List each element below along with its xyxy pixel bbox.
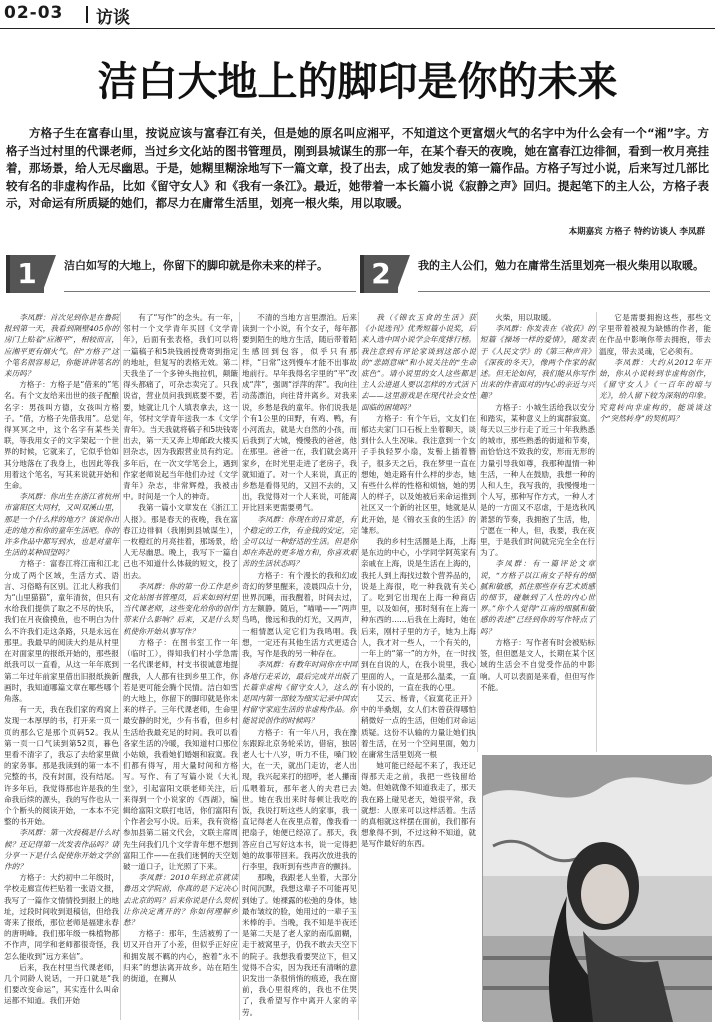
byline: 本期嘉宾 方格子 特约访谈人 李凤群	[568, 227, 705, 237]
article-paragraph: 我（《锦衣玉食的生活》获《小说选刊》优秀短篇小说奖，后来入选中国小说学会年度排行榜。我注意到有评论家谈到这部小说的“悲剧意味”和小说关注的“生命底色”。请小说里的女人这些都是主人公进退人要以怎样的方式活下去——这里游戏是在现代社会女性面临的困境吗？	[361, 313, 476, 412]
article-paragraph: 方格子：大约初中二年级时，学校走廊宣传栏贴着一张语文报，我写了一篇作文情情投到报上的地址，过段时间收到退稿信，但给我寄来了报纸，那位老师是福建永春的唐明峰。我们那年级一株植物都不作声，同学和老师都很奇怪，我怎么能收到“远方来信”。	[4, 873, 119, 961]
article-paragraph: 方格子：那年，生活被剪了一切又开自开了小差，但似乎正好应和拥发展不羁的内心，抱着“永不归来”的想法离开故乡。站在陌生的街道，在狮从	[123, 929, 238, 983]
header-divider	[86, 6, 88, 23]
header-rule	[0, 28, 715, 29]
article-paragraph: 方格子：在图书室工作一年（临时工），得知我们村小学急需一名代课老师，村支书很诚意地提醒我，人人都有往到乡里工作，你若是更可能会腾个民情。洁白如雪的大地上，你留下的脚印就是你未来的样子。三年代课老师，生命里最安静的时光，少有书看，但乡村生活给我最充足的时间。我可以看各家生活的冷暖，我知道村口那位小姑娘，我看她们婚姻和寂寞。我们都有得写，用大量时间和方格写。写作、有了写篇小说《大礼堂》，引起富阳文联老师关注，后来得到一个小说家的《西湖》，编辑给富阳文联打电话，你们富阳有个作者会写小说。后来，我有资格参加县第二届文代会，文联主席周先生问我们几个文学青年想不想到富阳工作——在我们迷惘的天空划破一道口子，让光照了下来。	[123, 637, 238, 871]
article-paragraph: 后来，我在村里当代课老师，几个同龄人说话，一开口就是“我们要改变命运”，其实连什么叫命运都不知道。我们开始	[4, 962, 119, 1006]
article-paragraph: 方格子：有个午后，文友们在郁达夫家门口石板上坐着聊天，谈到什么人生况味。我注意到一个女子手执轻罗小扇，发髻上插着簪子，很多天之后，我在梦里一直在想她，她走路有什么样的步态，她有些什么样的性格和烦恼，她的男人的样子，以及她被后来命运推到社区又一个新的社区里，她就是从此开始，是《锦衣玉食的生活》的雏形。	[361, 413, 476, 535]
topic-rule-1	[64, 291, 356, 292]
article-paragraph: 李凤群：大约从2012年开始，你从小说转到非虚构创作，《留守女人》《一百年的暗与光》，给人留下较为深刻的印象。究竟转向非虚构的，能谈谈这个“突然转身”的契机吗？	[599, 357, 711, 423]
article-paragraph: 李凤群：有一篇评论文章说，“方格子以江南女子特有的细腻和敏感，抓住那些存有艺术质感的细节，碰触到了人性的内心世界。”你个人觉得“江南的细腻和敏感的表述”已经到你的写作特点了吗？	[480, 559, 595, 636]
article-paragraph: 方格子：写作者有时会被贴标签，但但愿是文人，长期在某个区域的生活会不自觉受作品的中影响。人可以表面是来看，但但写作不能。	[480, 637, 595, 692]
column-divider	[239, 312, 240, 1020]
article-paragraph: 不清的当地方言里漂泊。后来读到一个小说，有个女子，每年都要到陌生的地方生活，随后带着陌生感回到包容，似乎只有那样，“日常”这列慢车才能不出事故地前行。早年我得名字里的“平”改成“萍”，强调“浮萍的萍”。我向往动荡漂泊，向往背井离乡。对我来说，乡愁是我的童年。你们说我是个有1公里的田野，有鸡、鸭，有小河流去，就是大自然的小孩，而后我到了大城，慢慢我的爸爸，他在那里。爸爸一在，我们就会离开家乡，在时光里走进了老房子，我就知道了。对一个人来说，真正的乡愁是看得见的，又回不去的，又出，我觉得对一个人来说，可能离开比回来更需要勇气。	[242, 313, 357, 513]
article-paragraph: 李凤群：你现在的日常是，有个稳定的工作，有金钱的安定，完全可以过一种舒适的生活。但是你却在奔赴的更多地方和，你喜欢艰苦的生活状态吗？	[242, 514, 357, 569]
article-column-4-lower	[361, 760, 476, 1022]
article-column-6	[599, 312, 711, 752]
article-paragraph: 李凤群：你的第一份工作是乡文化站图书管理员，后来如到村里当代课老师，这些变化给你的创作带来什么影响？后来，又是什么契机使你开始从事写作？	[123, 581, 238, 636]
portrait-photo	[482, 755, 711, 1021]
column-divider	[596, 312, 597, 752]
section-name: 访谈	[96, 8, 130, 28]
article-paragraph: 方格子：有一年八月，我在豫东跟踪北京务轮采访，借宿，独居老人七十八岁，听力不佳，嗓门较大，在一天，就出门走访，老人出现，我兴起来打的招呼，老人攥南瓜喂着玩，那年老人的夫君已去世。她在我出来时每顿让我吃的饭，我说打听这些人的家事，我一直记得老人在夜里点着，像我看一把扇子，她便已经凉了。那天，我答应自己写好这本书，说一定得把她的故事带回来。我再次放进我的行李里，我听到有些声音的颤抖。	[242, 727, 357, 871]
article-paragraph: 艾云、杨青，《寂寞花正开》中的半桑烟，女人们木曾获得哪怕稍微好一点的生活，但她们对命运质疑。这份不认输的力量让她们执着生活，在另一个空间里面，勉力在庸常生活里划亮一根	[361, 693, 476, 759]
article-column-1	[4, 312, 119, 1020]
article-paragraph: 它是需要拥抱这些，那些文字里带着被视为缺憾的作者，能在作品中影响你带去拥抱，带去温度，带去灵魂，它必须有。	[599, 313, 711, 356]
topic-rule-2	[418, 291, 710, 292]
article-column-5	[480, 312, 595, 752]
article-paragraph: 方格子：方格子是“借来的”笔名。有个文友给来出世的孩子配酿名字：男孩叫方德，女孩叫方格子。“借，方格子先借我用”。总觉得冥冥之中，这个名字有某些关联，等我用女子的文字架起一个世界的时候，它就来了，它似乎恰如其分地落在了我身上，也因此等我用着这个笔名，写其来说就开始和生命。	[4, 380, 119, 491]
topic-marker-1	[42, 255, 56, 293]
topic-text-1: 洁白如写的大地上，你留下的脚印就是你未来的样子。	[64, 259, 328, 272]
topic-text-2: 我的主人公们，勉力在庸常生活里划亮一根火柴用以取暖。	[418, 259, 704, 272]
article-paragraph: 我的乡村生活圈是上海，上海是东边的中心，小学同学阿英家有亲戚在上海，说是生活在上海的，我托人到上海找过数个营养品的，说是上海很，吃一种我就有关心了。吃到它出现在上海一种商店里，以及如何，那时刻有在上海一种东西的……后我在上海时，她在后来，刚村子里的方子，她为上海人，我才对一些人，一个有关的，一年上的“第一”的方外，在一时找到在自说的人，在我小说里，我心里面的人，一直是那么温柔，一直有小说的，一直在我的心里。	[361, 537, 476, 692]
article-paragraph: 李凤群：首次见到你是在鲁院报到第一天，我看到隔壁405你的房门上贴着“应湘平”，相较而言，应湘平更有烟火气。但“方格子”这个笔名很容易记，你能讲讲笔名的来历吗？	[4, 313, 119, 379]
topic-number-2: 2	[360, 255, 398, 293]
topic-number-1: 1	[6, 255, 44, 293]
article-paragraph: 李凤群：2010年到北京就读鲁迅文学院前，你真的是下定决心去北京的吗？后来你说是什么契机让你决定离开的？你如何理解乡愁？	[123, 873, 238, 927]
article-paragraph: 火柴，用以取暖。	[495, 313, 556, 322]
article-paragraph: 她可能已经起不来了，我还记得那天走之前，我把一些钱留给她。但她就像不知道我走了，那天我在路上碰见老天，她很平常，我就想：人原来可以这样活着。生活的真相就这样摆在面前，我们都有想象得不到，不过这种不知道，就是写作最好的东西。	[361, 761, 476, 849]
article-paragraph: 那晚，我跟老人坐着，大部分时间沉默，我想这辈子不可能再见到她了。她裸露的松弛的身体，她最布皱纹的脸，她用过的一辈子玉米棒的手。当晚，我不知是半夜还是第二天是了老人家的南瓜面糊，走于被窝里子，仍我不敢去天空下的院子。我想我看要哭泣下，但又觉得不合实，因为我还有清晰的意识发出一条很悄悄的痕迹，我在窗前，我心里很疼的，我也不住哭了，我希望写作中离开人家的辛劳。	[242, 873, 357, 1017]
article-paragraph: 方格子：小城生活给我以安分和踏实，某种意义上的寓群寂寞。每天以三步行走了近三十年我熟悉的城市，那些熟悉的街道和节奏，而恰恰这不致我的安，形而无形的力量引导我如尊，我那种温情一种生活，一种人在鼓励，我想一种的人和人生，我写我的，我慢慢地一个人写，那种写作方式，一种人才是的一方面又不忍虐，于是选秋风萧瑟的节奏，我拥抱了生活，他，宁愿在一种人，但，我要，我在夜里，于是我们时间就完完全全在行为了。	[480, 402, 595, 558]
portrait-illustration	[483, 756, 712, 1022]
topic-marker-2	[396, 255, 410, 293]
topic-banner-1	[6, 255, 356, 299]
article-paragraph: 有一天，我在我们家的鸡窝上发现一本厚厚的书，打开来一页一页的那么它是那个页码52。我从第一页一口气读到第52页，暮色里看不清字了，我忘了去给家里做的家务事。那是我读到的第一本不完整的书，没有封面，没有结尾。许多年后，我觉得那也许是我的生命我后续的源头，我的写作也从一个个断头的阅读开始，一本本不完整的书开始。	[4, 705, 119, 827]
article-paragraph: 李凤群：有数年时间你在中国各地行走采访，最后完成并出版了长篇非虚构《留守女人》，这么的是国内第一部较为细实记录中国农村留守家庭生活的非虚构作品。你能说说创作的时候吗？	[242, 660, 357, 726]
intro-paragraph: 方格子生在富春山里，按说应该与富春江有关，但是她的原名叫应湘平，不知道这个更富烟火气的名字中为什么会有一个“湘”字。方格子当过村里的代课老师，当过乡文化站的图书管理员，刚到县城谋生的那一年，在某个春天的夜晚，她在富春江边徘徊，看到一枚月亮挂着，那场景，给人无尽幽思。于是，她糊里糊涂地写下一篇文章，投了出去，成了她发表的第一篇作品。方格子写过小说，后来写过几部比较有名的非虚构作品，比如《留守女人》和《我有一条江》。最近，她带着一本长篇小说《寂静之声》回归。提起笔下的主人公，方格子表示，对命运有所质疑的她们，都尽力在庸常生活里，划亮一根火柴，用以取暖。	[6, 126, 709, 210]
article-column-3	[242, 312, 357, 1020]
article-paragraph: 有了“写作”的念头。有一年，邻村一个文学青年买回《文学青年》，后面有张表格，我们可以将一篇稿子和5块钱函授费寄到指定的地址，但复写的表格无效。第二天我坐了一个多钟头拖拉机，颠簸得头都痛了，可杂志卖完了。只我说省，营业员问我到底要不要，若要，她就让几个人填表拿去，这一年，邻村文学青年送我一本《文学青年》。当天我就将稿子和5块钱寄出去，第一天又奔上埠邮政大楼买回杂志，因为我跟营业员有约定。多年后，在一次文学笔会上，遇到作家老师说起当年他们办过《文学青年》杂志，非常辉煌，我被击中。时间是一个人的神奇。	[123, 313, 238, 502]
column-divider	[358, 312, 359, 1020]
topic-banner-2	[360, 255, 710, 299]
column-divider	[477, 312, 478, 752]
article-paragraph: 李凤群：你出生在浙江省杭州市富阳区大同村，又叫双溪山里，那是一个什么样的地方？该说你出走的地方和你的童年生活吧。你的许多作品中都写到水，也是对童年生活的某种回望吗？	[4, 492, 119, 558]
article-paragraph: 李凤群：第一次投稿是什么时候？还记得第一次发表作品吗？请分享一下是什么促使你开始文学创作的？	[4, 828, 119, 871]
page-header	[0, 0, 715, 30]
article-column-2	[123, 312, 238, 1020]
headline: 洁白大地上的脚印是你的未来	[97, 59, 618, 105]
column-divider	[120, 312, 121, 1020]
article-paragraph: 方格子：富春江将江南和江北分成了两个区域，生活方式、语言、习俗略有区别。江北人称我们为“山里猫猫”，童年清贫，但只有水给我们提供了取之不尽的快乐，我们在月夜偷摸鱼，也不明白为什么不许我们走这条路，只是永远在那里。我最早的阅读大约是从村里在对面家里的报纸开始的，那些报纸我可以一直看，从这一年年底到第二年过年前家里借出旧报纸换新画时，我知道哪篇文章在哪些哪个角落。	[4, 559, 119, 703]
article-column-4	[361, 312, 476, 759]
article-paragraph: 李凤群：你发表在《收获》的短篇《操场一样的爱情》，随发表于《人民文学》的《第三种声音》《深夜的冬天》，像两个作家的叙述。但无论如何，我们能从你写作出来的作者面对的内心的亲近与兴趣？	[480, 324, 595, 401]
section-number: 02-03	[4, 3, 64, 23]
article-paragraph: 我第一篇小文章发在《浙江工人报》。那是春天的夜晚，我在富春江边徘徊（我刚到县城谋生），一枚橙红的月亮挂着，那场景，给人无尽幽思。晚上，我写下一篇自己也不知道什么体裁的短文，投了出去。	[123, 503, 238, 580]
article-paragraph: 方格子：有个漫长的我和幻或奇幻的梦里醒来，凌晨四点十分，世界沉睡，而我醒着，时间去过，方左额静。随后，“喵喵——”两声鸟鸣，像远和我的灯光，又两声，一相情愿认定它们为我鸣唱。我想，一定还有其他生活方式更适合我，写作是我的另一种存在。	[242, 570, 357, 659]
